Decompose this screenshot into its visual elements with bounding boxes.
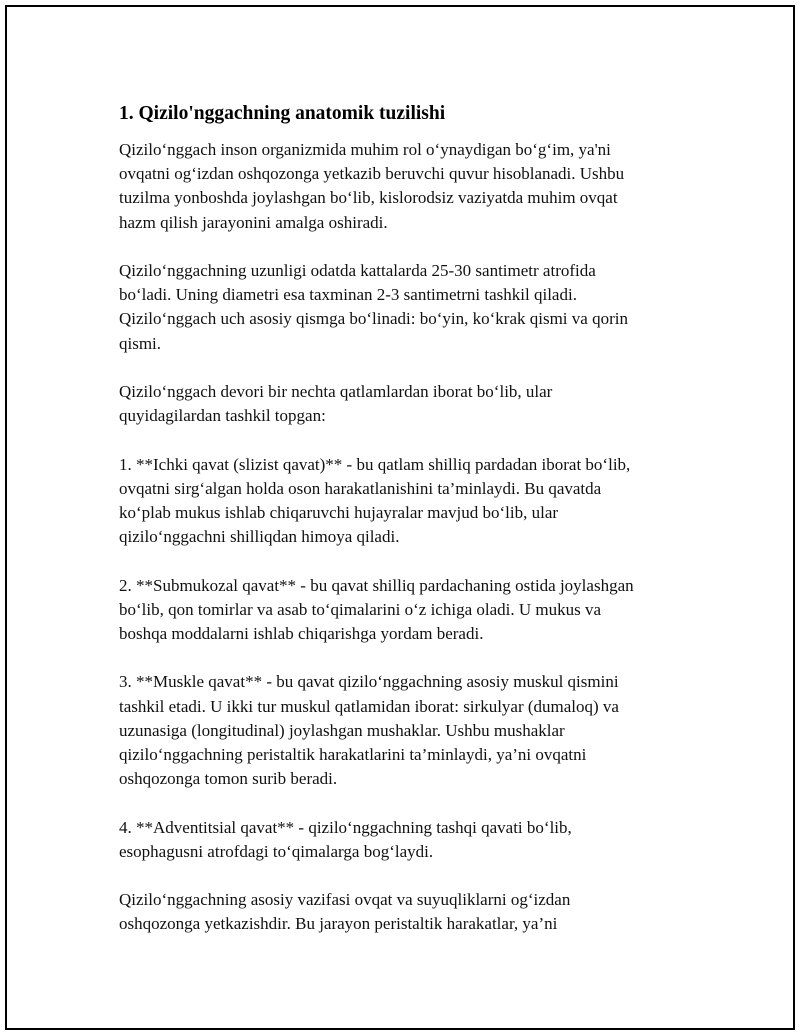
text-line: bo‘ladi. Uning diametri esa taxminan 2-3 santimetrni tashkil qiladi.	[119, 285, 577, 305]
text-line: boshqa moddalarni ishlab chiqarishga yordam beradi.	[119, 624, 484, 643]
paragraph-dimensions	[119, 259, 689, 356]
text-line: 1. **Ichki qavat (slizist qavat)** - bu qatlam shilliq pardadan iborat bo‘lib,	[119, 454, 631, 474]
paragraph-layer-3	[119, 670, 689, 791]
text-line: Qizilo‘nggach inson organizmida muhim rol o‘ynaydigan bo‘g‘im, ya'ni	[119, 140, 611, 159]
text-line: 4. **Adventitsial qavat** - qizilo‘nggachning tashqi qavati bo‘lib,	[119, 817, 572, 837]
text-line: hazm qilish jarayonini amalga oshiradi.	[119, 212, 388, 232]
text-line: ovqatni og‘izdan oshqozonga yetkazib beruvchi quvur hisoblanadi. Ushbu	[119, 164, 625, 184]
text-line: ovqatni sirg‘algan holda oson harakatlanishini ta’minlaydi. Bu qavatda	[119, 478, 602, 498]
text-line: oshqozonga tomon surib beradi.	[119, 769, 338, 789]
text-line: 2. **Submukozal qavat** - bu qavat shilliq pardachaning ostida joylashgan	[119, 575, 634, 595]
text-line: bo‘lib, qon tomirlar va asab to‘qimalarini o‘z ichiga oladi. U mukus va	[119, 599, 602, 619]
paragraph-function	[119, 888, 689, 936]
text-line: quyidagilardan tashkil topgan:	[119, 406, 326, 426]
text-line: Qizilo‘nggachning asosiy vazifasi ovqat va suyuqliklarni og‘izdan	[119, 890, 571, 910]
paragraph-layers-intro	[119, 380, 689, 428]
text-line: Qizilo‘nggachning uzunligi odatda kattalarda 25-30 santimetr atrofida	[119, 261, 596, 280]
page-border	[5, 5, 795, 1030]
text-line: qizilo‘nggachning peristaltik harakatlarini ta’minlaydi, ya’ni ovqatni	[119, 745, 587, 764]
text-line: Qizilo‘nggach devori bir nechta qatlamlardan iborat bo‘lib, ular	[119, 382, 553, 401]
text-line: esophagusni atrofdagi to‘qimalarga bog‘laydi.	[119, 841, 434, 861]
text-line: qizilo‘nggachni shilliqdan himoya qiladi.	[119, 527, 400, 547]
document-title: 1. Qizilo'nggachning anatomik tuzilishi	[119, 103, 446, 124]
document-body	[119, 101, 689, 961]
paragraph-intro	[119, 138, 689, 235]
paragraph-layer-4	[119, 816, 689, 864]
paragraph-layer-1	[119, 453, 689, 550]
text-line: Qizilo‘nggach uch asosiy qismga bo‘linadi: bo‘yin, ko‘krak qismi va qorin	[119, 309, 628, 329]
text-line: tuzilma yonboshda joylashgan bo‘lib, kislorodsiz vaziyatda muhim ovqat	[119, 188, 618, 208]
text-line: 3. **Muskle qavat** - bu qavat qizilo‘nggachning asosiy muskul qismini	[119, 672, 619, 692]
text-line: ko‘plab mukus ishlab chiqaruvchi hujayralar mavjud bo‘lib, ular	[119, 503, 559, 522]
text-line: qismi.	[119, 333, 162, 353]
paragraph-layer-2	[119, 574, 689, 647]
text-line: tashkil etadi. U ikki tur muskul qatlamidan iborat: sirkulyar (dumaloq) va	[119, 696, 619, 716]
text-line: uzunasiga (longitudinal) joylashgan mushaklar. Ushbu mushaklar	[119, 720, 565, 740]
text-line: oshqozonga yetkazishdir. Bu jarayon peristaltik harakatlar, ya’ni	[119, 914, 558, 934]
